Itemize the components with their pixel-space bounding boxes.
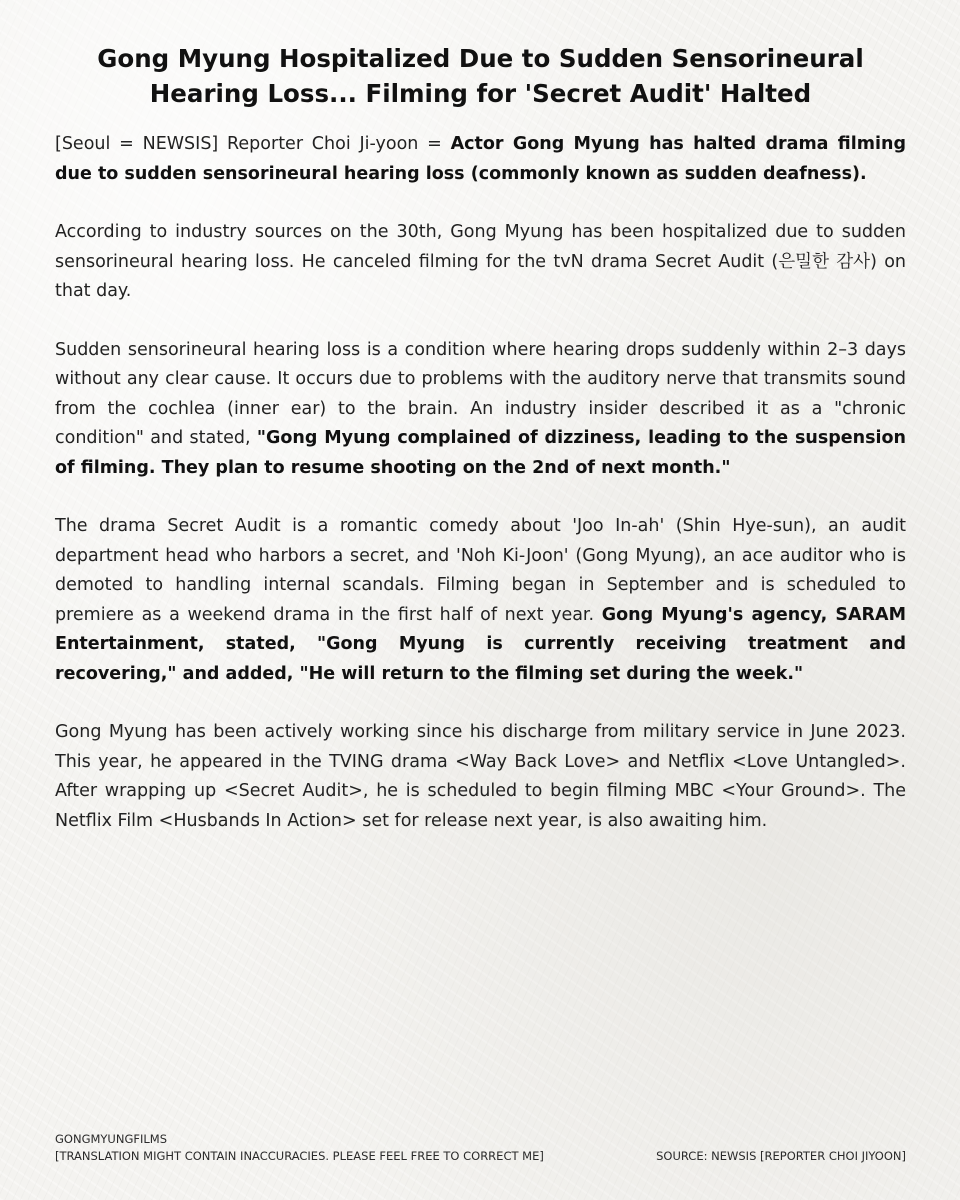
footer: [55, 1131, 906, 1165]
article-body: [55, 130, 906, 836]
paragraph-text-run: Gong Myung has been actively working since his discharge from military service in June 2023. This year, he appeared in the TVING drama <Way Back Love> and Netflix <Love Untangled>. After wrapping up <Secret Audit>, he is scheduled to begin filming MBC <Your Ground>. The Netflix Film <Husbands In Action> set for release next year, is also awaiting him.: [55, 722, 906, 831]
paragraph-5: [55, 718, 906, 836]
paragraph-text-run: The drama Secret Audit is a romantic comedy about 'Joo In-ah' (Shin Hye-sun), an audit department head who harbors a secret, and 'Noh Ki-Joon' (Gong Myung), an ace auditor who is demoted to handling internal scandals. Filming began in September and is scheduled to premiere as a weekend drama in the first half of next year.: [55, 516, 906, 625]
footer-source: SOURCE: NEWSIS [REPORTER CHOI JIYOON]: [656, 1149, 906, 1163]
headline-line-2: Hearing Loss... Filming for 'Secret Audit' Halted: [149, 79, 812, 108]
paragraph-bold-run: Actor Gong Myung has halted drama filming due to sudden sensorineural hearing loss (commonly known as sudden deafness).: [55, 134, 906, 184]
footer-account: GONGMYUNGFILMS: [55, 1132, 167, 1146]
paragraph-2: [55, 218, 906, 307]
paragraph-text-run: According to industry sources on the 30th, Gong Myung has been hospitalized due to sudden sensorineural hearing loss. He canceled filming for the tvN drama Secret Audit (은밀한 감사) on that day.: [55, 222, 906, 301]
paragraph-bold-run: Gong Myung's agency, SARAM Entertainment, stated, "Gong Myung is currently receiving treatment and recovering," and added, "He will return to the filming set during the week.": [55, 604, 906, 684]
paragraph-3: [55, 336, 906, 484]
article-card: [55, 0, 906, 865]
footer-disclaimer: [TRANSLATION MIGHT CONTAIN INACCURACIES. PLEASE FEEL FREE TO CORRECT ME]: [55, 1149, 544, 1163]
paragraph-1: [55, 130, 906, 189]
headline: [55, 41, 906, 111]
headline-line-1: Gong Myung Hospitalized Due to Sudden Sensorineural: [97, 44, 864, 73]
paragraph-text-run: Sudden sensorineural hearing loss is a condition where hearing drops suddenly within 2–3 days without any clear cause. It occurs due to problems with the auditory nerve that transmits sound from the cochlea (inner ear) to the brain. An industry insider described it as a "chronic condition" and stated,: [55, 339, 906, 448]
paragraph-bold-run: "Gong Myung complained of dizziness, leading to the suspension of filming. They plan to resume shooting on the 2nd of next month.": [55, 428, 907, 478]
paragraph-text-run: [Seoul = NEWSIS] Reporter Choi Ji-yoon =: [55, 134, 451, 154]
paragraph-4: [55, 512, 906, 689]
